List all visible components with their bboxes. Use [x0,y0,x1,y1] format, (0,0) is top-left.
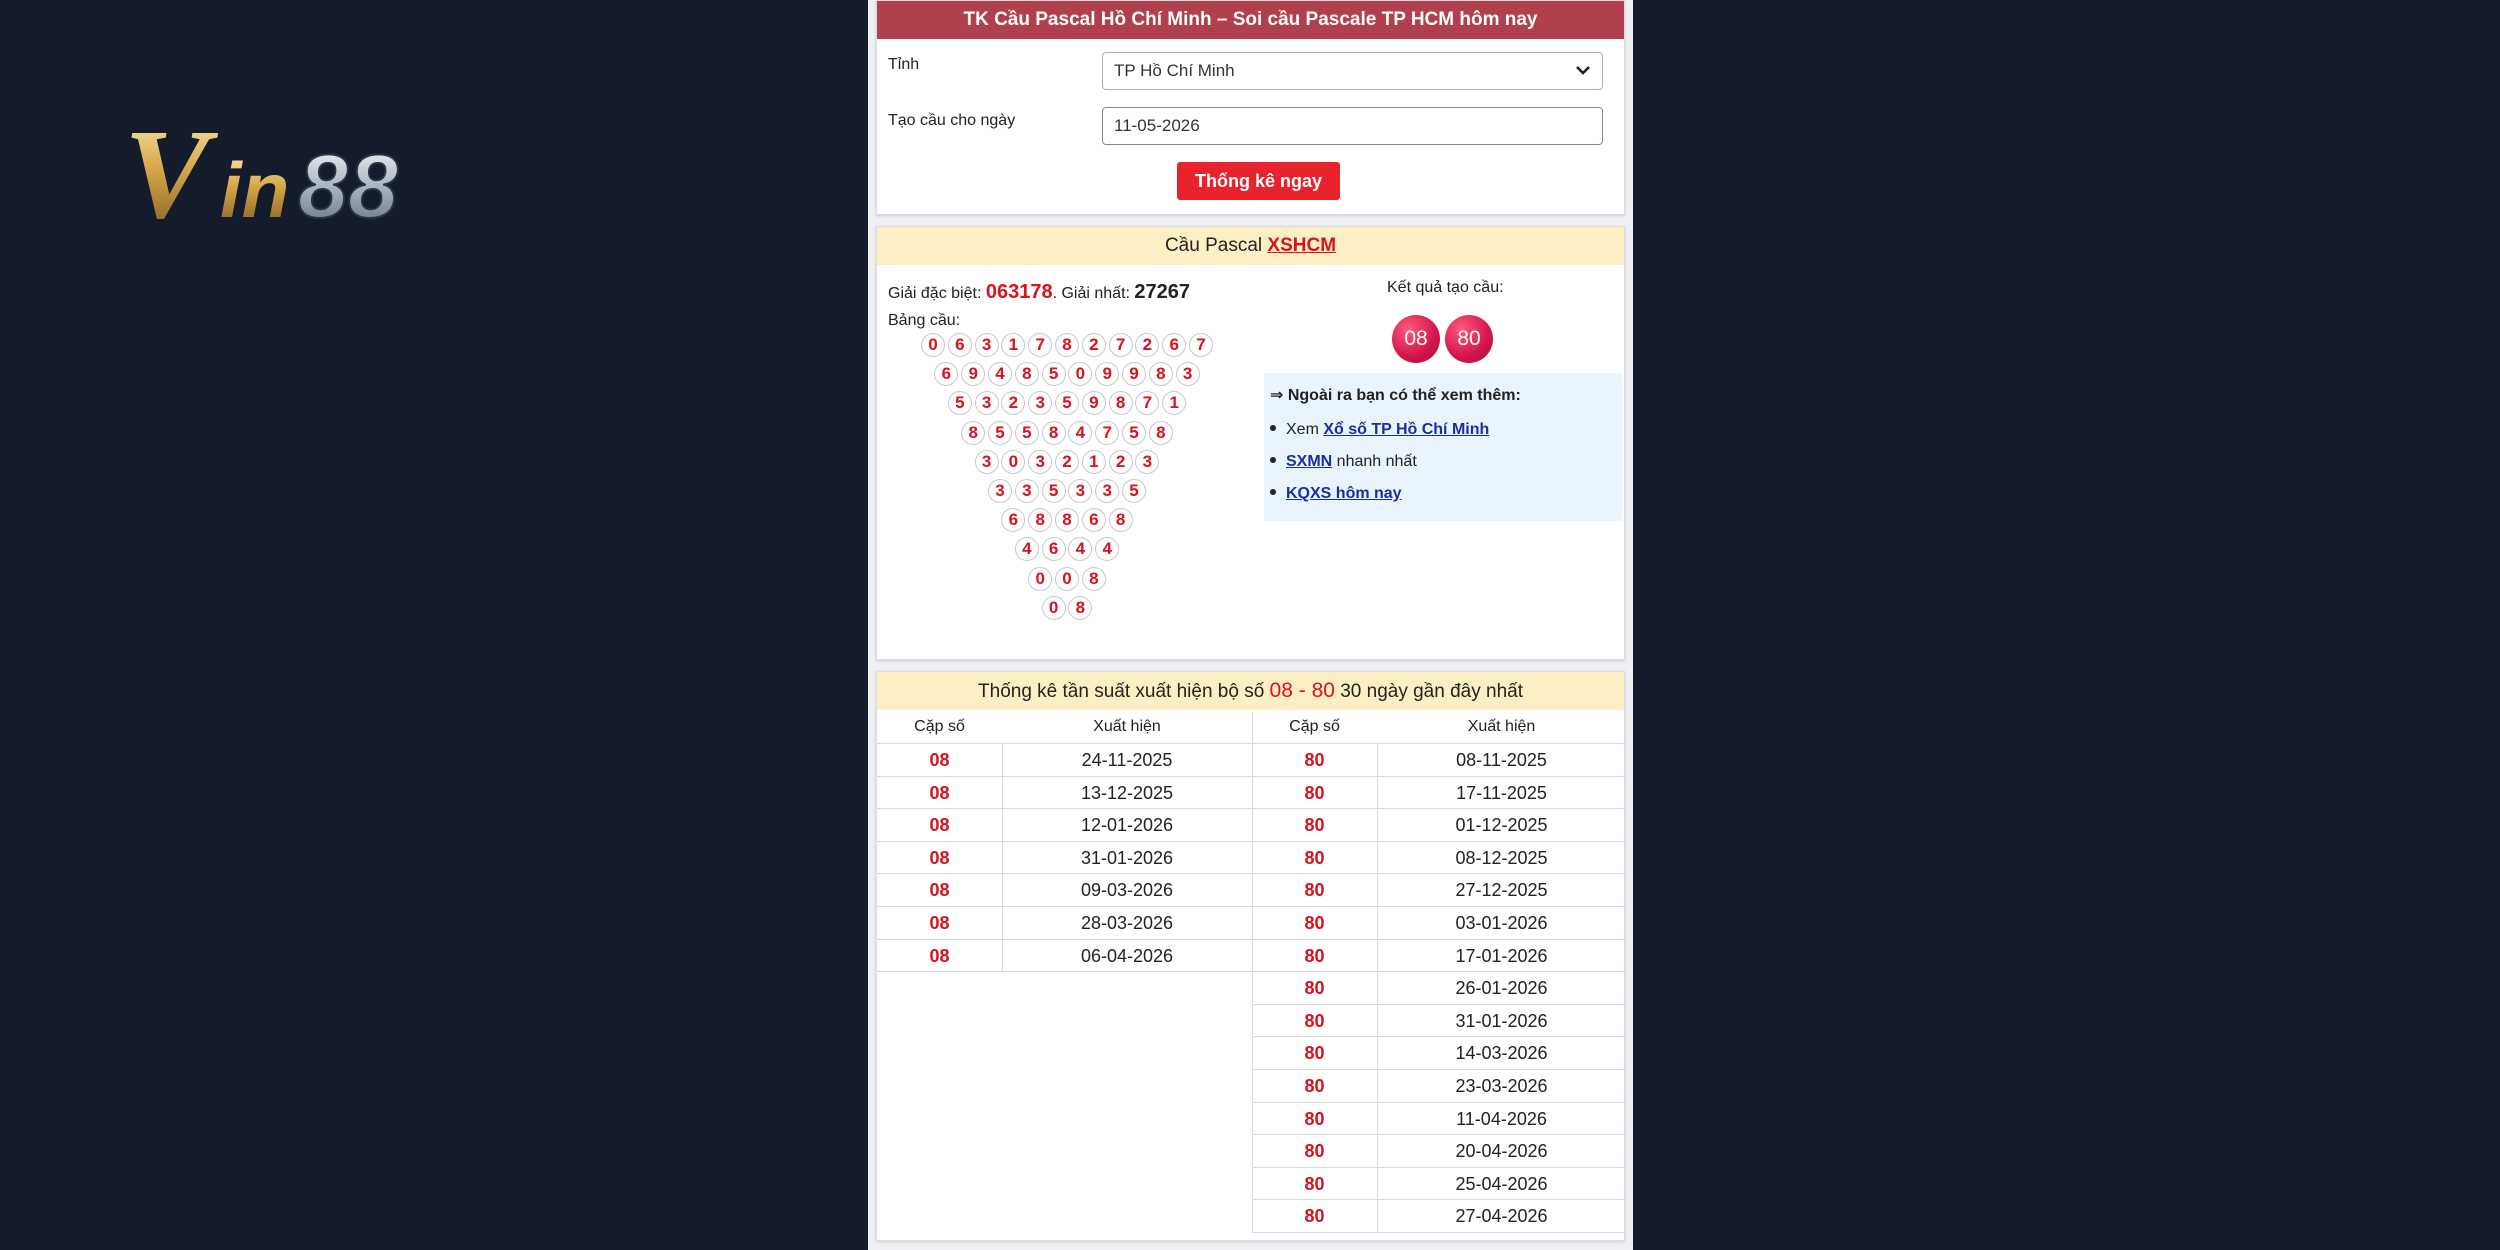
special-prize-value: 063178 [985,281,1053,303]
pascal-digit: 6 [948,333,972,357]
pascal-digit: 3 [975,333,999,357]
pascal-digit: 4 [1095,537,1119,561]
pair-cell: 80 [1304,750,1325,770]
pair-cell: 08 [929,913,950,933]
pascal-digit: 0 [1068,362,1092,386]
pascal-digit: 3 [975,450,999,474]
first-label: . Giải nhất: [1052,285,1135,302]
date-cell: 12-01-2026 [1080,815,1174,836]
pascal-digit: 1 [1001,333,1025,357]
date-cell: 06-04-2026 [1080,945,1174,966]
pascal-digit: 7 [1028,333,1052,357]
pair-cell: 08 [929,750,950,770]
more-item [1270,453,1417,471]
chevron-down-icon [1572,59,1594,81]
more-item-text: Xem [1286,421,1324,438]
pascal-digit: 8 [1028,508,1052,532]
result-label: Kết quả tạo cầu: [1387,279,1504,296]
table-divider [877,971,1252,972]
special-label: Giải đặc biệt: [888,285,986,302]
pair-cell: 08 [929,847,950,868]
pascal-digit: 4 [1068,421,1092,445]
pair-cell: 80 [1304,1010,1325,1031]
pascal-digit: 5 [948,391,972,415]
pascal-digit: 0 [1028,567,1052,591]
pascal-digit: 7 [1189,333,1213,357]
date-cell: 23-03-2026 [1455,1076,1548,1096]
pascal-digit: 1 [1162,391,1186,415]
stats-head-text: Thống kê tần suất xuất hiện bộ số [978,681,1270,702]
more-links-box [1264,373,1622,521]
stats-head-pair: 08 - 80 [1269,679,1335,702]
pascal-digit: 5 [1042,479,1066,503]
date-cell: 01-12-2025 [1455,815,1548,836]
date-cell: 27-12-2025 [1455,880,1548,901]
date-cell: 13-12-2025 [1080,782,1174,803]
pascal-digit: 5 [988,421,1012,445]
pascal-digit: 3 [1028,391,1052,415]
pascal-digit: 4 [988,362,1012,386]
table-divider [1002,744,1003,972]
pascal-digit: 3 [975,391,999,415]
pair-cell: 80 [1304,880,1325,901]
xshcm-link[interactable]: XSHCM [1267,235,1337,256]
main-column [868,0,1633,1250]
pascal-digit: 3 [988,479,1012,503]
date-cell: 26-01-2026 [1455,978,1548,999]
table-divider [1252,712,1253,1233]
date-cell: 20-04-2026 [1455,1141,1548,1162]
xoso-hcm-link[interactable]: Xổ số TP Hồ Chí Minh [1323,421,1490,438]
date-cell: 24-11-2025 [1081,750,1173,770]
result-ball: 08 [1392,315,1440,363]
pair-cell: 08 [929,782,950,803]
pascal-digit: 4 [1068,537,1092,561]
date-cell: 17-01-2026 [1455,945,1548,966]
pair-cell: 80 [1304,978,1325,999]
pascal-digit: 7 [1135,391,1159,415]
stats-head [877,672,1624,710]
col-header-pair: Cặp số [914,718,965,735]
pascal-digit: 3 [1068,479,1092,503]
pascal-digit: 5 [1122,479,1146,503]
search-form-card [876,0,1625,215]
bullet-icon [1270,457,1276,463]
pascal-digit: 3 [1028,450,1052,474]
pascal-digit: 2 [1055,450,1079,474]
pascal-digit: 8 [961,421,985,445]
date-cell: 28-03-2026 [1080,913,1174,933]
pair-cell: 08 [929,945,950,966]
pascal-digit: 8 [1015,362,1039,386]
pascal-digit: 8 [1068,596,1092,620]
pascal-head-text: Cầu Pascal [1164,235,1268,256]
bullet-icon [1270,425,1276,431]
pascal-digit: 2 [1135,333,1159,357]
submit-button[interactable]: Thống kê ngay [1177,162,1340,200]
date-cell: 08-11-2025 [1456,750,1547,770]
pascal-digit: 5 [1122,421,1146,445]
pascal-digit: 3 [1095,479,1119,503]
pascal-digit: 8 [1149,421,1173,445]
date-cell: 31-01-2026 [1455,1010,1548,1031]
date-cell: 08-12-2025 [1455,847,1548,868]
pascal-digit: 8 [1109,508,1133,532]
date-cell: 03-01-2026 [1455,913,1548,933]
pascal-head [877,227,1624,265]
pascal-digit: 8 [1042,421,1066,445]
pascal-digit: 2 [1001,391,1025,415]
pascal-digit: 6 [1042,537,1066,561]
pascal-digit: 0 [921,333,945,357]
date-label: Tạo cầu cho ngày [888,112,1016,129]
more-item-text: nhanh nhất [1332,453,1417,470]
pascal-digit: 8 [1055,508,1079,532]
stats-card [876,671,1625,1241]
result-ball: 80 [1445,315,1493,363]
pascal-digit: 5 [1055,391,1079,415]
date-cell: 17-11-2025 [1456,782,1547,803]
province-select[interactable] [1102,52,1603,90]
svg-text:V: V [124,112,210,234]
svg-text:88: 88 [298,137,399,234]
pascal-digit: 3 [1176,362,1200,386]
pascal-digit: 7 [1095,421,1119,445]
pascal-digit: 8 [1149,362,1173,386]
date-cell: 25-04-2026 [1455,1173,1548,1194]
pascal-digit: 1 [1082,450,1106,474]
pair-cell: 80 [1304,1206,1325,1227]
pascal-digit: 0 [1042,596,1066,620]
pascal-digit: 3 [1135,450,1159,474]
first-prize-value: 27267 [1134,281,1191,303]
province-select-value: TP Hồ Chí Minh [1114,61,1235,80]
date-cell: 31-01-2026 [1080,847,1174,868]
col-header-pair: Cặp số [1289,718,1340,735]
date-cell: 09-03-2026 [1080,880,1174,901]
pair-cell: 80 [1304,1141,1325,1162]
pascal-digit: 8 [1109,391,1133,415]
svg-text:in: in [220,146,290,234]
vin88-logo [120,112,490,234]
province-label: Tỉnh [888,56,920,73]
date-cell: 11-04-2026 [1456,1108,1547,1129]
pascal-digit: 7 [1109,333,1133,357]
pascal-digit: 0 [1055,567,1079,591]
pascal-digit: 6 [1162,333,1186,357]
kqxs-link[interactable]: KQXS hôm nay [1286,485,1402,502]
form-title: TK Cầu Pascal Hồ Chí Minh – Soi cầu Pascale TP HCM hôm nay [877,1,1624,39]
pascal-digit: 9 [1095,362,1119,386]
col-header-appear: Xuất hiện [1093,718,1161,735]
pascal-digit: 6 [1001,508,1025,532]
prize-line [888,281,1190,304]
pascal-digit: 0 [1001,450,1025,474]
pascal-digit: 8 [1055,333,1079,357]
pascal-digit: 9 [1122,362,1146,386]
pascal-digit: 2 [1109,450,1133,474]
stats-head-suffix: 30 ngày gần đây nhất [1334,681,1523,702]
table-divider [1377,744,1378,1233]
pair-cell: 80 [1304,782,1325,803]
pascal-card [876,226,1625,660]
table-divider [1252,1232,1626,1233]
pascal-digit: 9 [961,362,985,386]
date-cell: 14-03-2026 [1455,1043,1548,1064]
pair-cell: 08 [929,880,950,901]
pascal-digit: 5 [1015,421,1039,445]
pair-cell: 80 [1304,815,1325,836]
pascal-digit: 4 [1015,537,1039,561]
pascal-digit: 5 [1042,362,1066,386]
pair-cell: 80 [1304,1108,1325,1129]
more-title: ⇒ Ngoài ra bạn có thể xem thêm: [1270,387,1521,404]
pascal-digit: 3 [1015,479,1039,503]
date-input[interactable]: 11-05-2026 [1102,107,1603,145]
more-item [1270,485,1402,503]
pair-cell: 80 [1304,1043,1325,1064]
bang-cau-label: Bảng cầu: [888,312,961,329]
pair-cell: 80 [1304,1173,1325,1194]
pair-cell: 80 [1304,1076,1325,1096]
col-header-appear: Xuất hiện [1467,718,1536,735]
pascal-digit: 2 [1082,333,1106,357]
pascal-digit: 8 [1082,567,1106,591]
pair-cell: 80 [1304,913,1325,933]
pascal-digit: 6 [934,362,958,386]
more-item [1270,421,1489,439]
pair-cell: 80 [1304,945,1325,966]
pascal-digit: 9 [1082,391,1106,415]
pair-cell: 08 [929,815,950,836]
pascal-digit: 6 [1082,508,1106,532]
sxmn-link[interactable]: SXMN [1286,453,1333,470]
date-cell: 27-04-2026 [1455,1206,1548,1227]
pair-cell: 80 [1304,847,1325,868]
bullet-icon [1270,489,1276,495]
